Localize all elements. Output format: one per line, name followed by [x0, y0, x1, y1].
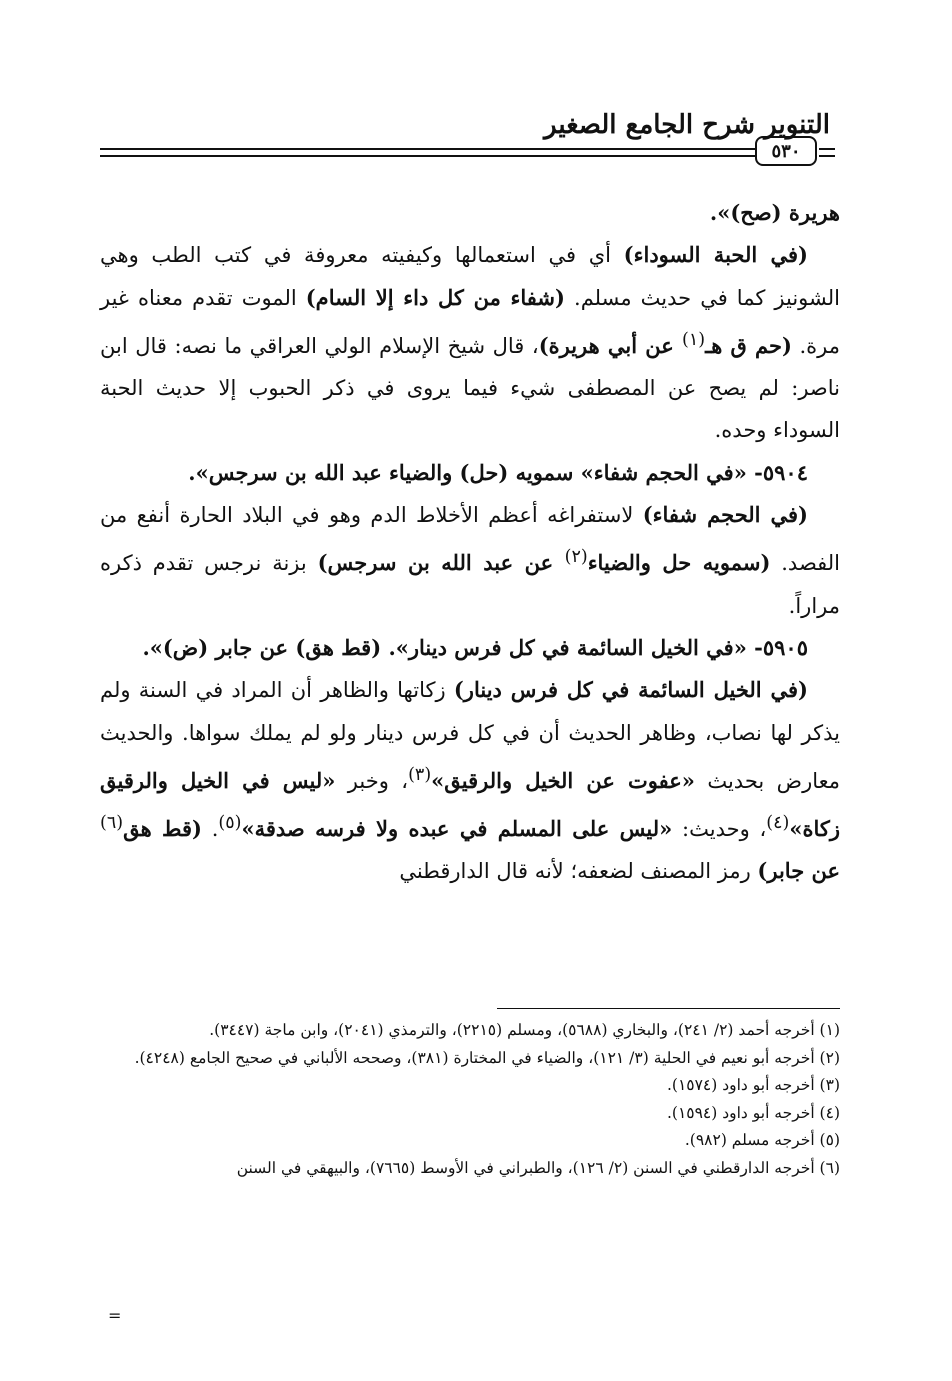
continuation-text: هريرة (صح)». — [709, 200, 840, 225]
plain-text: ، وخبر — [335, 768, 409, 793]
plain-text: لاستفراغه أعظم الأخلاط الدم وهو في البلاد الحارة أنفع من الفصد. — [100, 503, 841, 576]
plain-text: بزنة نرجس تقدم ذكره مراراً. — [100, 551, 840, 618]
bold-phrase: عن أبي هريرة) — [538, 332, 683, 358]
footnote-item: (٣) أخرجه أبو داود (١٥٧٤). — [666, 1076, 840, 1095]
continuation-mark: = — [108, 1306, 122, 1325]
hadith-text: ٥٩٠٥- «في الخيل السائمة في كل فرس دينار». (قط هق) عن جابر (ض)». — [142, 634, 808, 660]
commentary-paragraph — [100, 669, 840, 892]
plain-text: أي في استعمالها وكيفيته معروفة في كتب الطب وهي الشونيز كما في حديث مسلم. — [100, 243, 840, 310]
plain-text: رمز المصنف لضعفه؛ لأنه قال الدارقطني — [399, 859, 758, 884]
page-number: ٥٣٠ — [755, 136, 817, 166]
bold-phrase: عن عبد الله بن سرجس) — [317, 550, 565, 576]
hadith-5904 — [100, 452, 840, 494]
footnotes — [100, 1017, 840, 1183]
header-rule — [100, 148, 755, 157]
plain-text: الموت تقدم معناه غير مرة. — [100, 285, 840, 358]
bold-phrase: «عفوت عن الخيل والرقيق» — [431, 767, 695, 793]
footnote-item: (٥) أخرجه مسلم (٩٨٢). — [684, 1131, 840, 1150]
plain-text: ، وحديث: — [672, 817, 767, 842]
bold-phrase: (في الخيل السائمة في كل فرس دينار) — [453, 677, 808, 703]
bold-phrase: (شفاء من كل داء إلا السام) — [305, 284, 565, 310]
main-text — [100, 192, 840, 893]
plain-text: ، قال شيخ الإسلام الولي العراقي ما نصه: قال ابن ناصر: لم يصح عن المصطفى شيء فيما يروى في ذكر الحبوب إلا حديث الحبة السوداء وحده. — [100, 333, 840, 443]
bold-phrase: (حم ق هـ — [705, 332, 792, 358]
commentary-paragraph — [100, 494, 840, 627]
footnote-ref: (٤) — [766, 813, 790, 834]
footnote-item: (٢) أخرجه أبو نعيم في الحلية (٣/ ١٢١)، والضياء في المختارة (٣٨١)، وصححه الألباني في صحيح الجامع (٤٢٤٨). — [134, 1048, 840, 1067]
bold-phrase: «ليس على المسلم في عبده ولا فرسه صدقة» — [241, 816, 673, 842]
footnote-ref: (١) — [682, 329, 706, 350]
hadith-5905 — [100, 627, 840, 669]
bold-phrase: (في الحجم شفاء) — [642, 502, 808, 528]
footnote-item: (٦) أخرجه الدارقطني في السنن (٢/ ١٢٦)، والطبراني في الأوسط (٧٦٦٥)، والبيهقي في السنن — [236, 1158, 840, 1177]
bold-phrase: (سمويه حل والضياء — [587, 550, 771, 576]
paragraph-continuation — [100, 192, 840, 234]
bold-phrase: «ليس في الخيل والرقيق زكاة» — [100, 767, 840, 842]
page-header — [100, 100, 840, 180]
plain-text: . — [201, 817, 219, 842]
footnote-item: (١) أخرجه أحمد (٢/ ٢٤١)، والبخاري (٥٦٨٨)، ومسلم (٢٢١٥)، والترمذي (٢٠٤١)، وابن ماجة (٣٤٤٧). — [209, 1021, 840, 1039]
bold-phrase: (في الحبة السوداء) — [623, 242, 808, 268]
book-title: التنوير شرح الجامع الصغير — [544, 110, 830, 140]
footnote-separator — [497, 1008, 840, 1009]
commentary-paragraph — [100, 234, 840, 451]
footnote-ref: (٦) — [100, 813, 124, 834]
footnote-item: (٤) أخرجه أبو داود (١٥٩٤). — [666, 1103, 840, 1122]
footnote-ref: (٥) — [218, 813, 242, 834]
bold-phrase: (قط هق — [123, 816, 202, 842]
header-rule-tail — [819, 148, 835, 157]
footnote-ref: (٣) — [408, 764, 432, 785]
plain-text: زكاتها والظاهر أن المراد في السنة ولم يذكر لها نصاب، وظاهر الحديث أن في كل فرس دينار ولو لم يملك سواها. والحديث معارض بحديث — [100, 678, 840, 793]
bold-phrase: عن جابر) — [757, 858, 840, 884]
hadith-text: ٥٩٠٤- «في الحجم شفاء» سمويه (حل) والضياء عبد الله بن سرجس». — [188, 459, 808, 485]
footnote-ref: (٢) — [564, 547, 588, 568]
